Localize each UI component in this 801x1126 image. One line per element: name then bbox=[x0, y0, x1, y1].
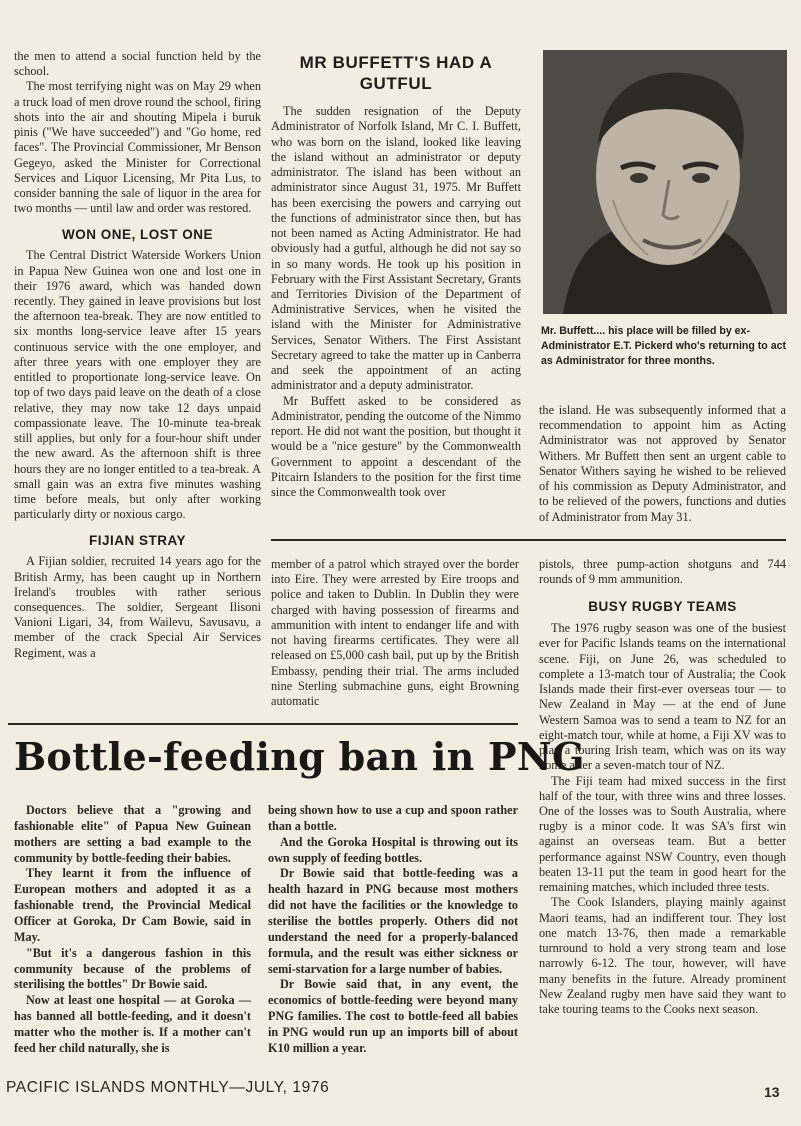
column-bottle-right bbox=[268, 803, 518, 1057]
section-heading-fijian-stray: FIJIAN STRAY bbox=[88, 532, 187, 548]
column-buffett-continued bbox=[539, 403, 786, 525]
paragraph: the men to attend a social function held by the school. bbox=[14, 49, 261, 79]
paragraph: The Fiji team had mixed success in the first half of the tour, with three wins and three losses. One of the losses was to South Australia, where rugby is a minor code. It was SA's first win against an overseas team. But a better performance against NSW Country, even though beaten 13-11 put the team in good heart for the remaining matches, which included three tests. bbox=[539, 773, 786, 895]
paragraph: "But it's a dangerous fashion in this community because of the problems of sterilising the bottles" Dr Bowie said. bbox=[14, 945, 251, 992]
paragraph: being shown how to use a cup and spoon rather than a bottle. bbox=[268, 803, 518, 833]
paragraph: And the Goroka Hospital is throwing out its own supply of feeding bottles. bbox=[268, 834, 518, 865]
column-left bbox=[14, 49, 261, 661]
article-title-buffett: MR BUFFETT'S HAD A GUTFUL bbox=[299, 53, 493, 94]
paragraph: The Cook Islanders, playing mainly against Maori teams, had an indifferent tour. They lost one match 13-76, then made a remarkable turnround to hold a very strong team and lose narrowly 6-12. The tour, however, will have many benefits in the future. Already prominent New Zealand rugby men have said they want to take touring teams to the Cooks next season. bbox=[539, 895, 786, 1017]
section-heading-won-one: WON ONE, LOST ONE bbox=[61, 226, 213, 242]
headline-bottle-feeding: Bottle-feeding ban in PNG bbox=[14, 734, 585, 779]
paragraph: The 1976 rugby season was one of the busiest ever for Pacific Islands teams on the international scene. Fiji, on June 26, was scheduled to complete a 13-match tour of Australia; the Cook Islands made their first-ever overseas tour — to New Zealand in May — at the end of June Western Samoa was to send a team to NZ for an eight-match tour, while at home, a Fiji XV was to play a touring Irish team, which was on its way home after a seven-match tour of NZ. bbox=[539, 621, 786, 773]
portrait-photo bbox=[543, 50, 787, 314]
paragraph: The most terrifying night was on May 29 when a truck load of men drove round the school, firing shots into the air and shouting Mipela i buruk pinis ("We have succeeded") and "Go home, red faces". The Provincial Commissioner, Mr Benson Gegeyo, asked the Minister for Correctional Services and Liquor Licensing, Mr Pita Lus, to consider banning the sale of liquor in the area for two months — until law and order was restored. bbox=[14, 79, 261, 216]
portrait-image bbox=[543, 50, 787, 314]
column-buffett bbox=[271, 52, 521, 500]
paragraph: Now at least one hospital — at Goroka — has banned all bottle-feeding, and it doesn't matter who the mother is. If a mother can't feed her child naturally, she is bbox=[14, 993, 251, 1055]
paragraph: Dr Bowie said that, in any event, the economics of bottle-feeding were beyond many PNG families. The cost to bottle-feed all babies in PNG would run up an imports bill of about K10 million a year. bbox=[268, 977, 518, 1055]
column-rugby bbox=[539, 557, 786, 1017]
photo-caption: Mr. Buffett.... his place will be filled by ex-Administrator E.T. Pickerd who's returning to act as Administrator for three months. bbox=[541, 325, 787, 368]
paragraph: They learnt it from the influence of European mothers and adopted it as a fashionable trend, the Provincial Medical Officer at Goroka, Dr Cam Bowie, said in May. bbox=[14, 866, 251, 944]
divider-rule bbox=[271, 539, 786, 541]
page-number: 13 bbox=[764, 1084, 780, 1100]
column-fijian-continued bbox=[271, 557, 519, 709]
publication-footer: PACIFIC ISLANDS MONTHLY—JULY, 1976 bbox=[6, 1079, 330, 1096]
section-heading-busy-rugby: BUSY RUGBY TEAMS bbox=[588, 599, 737, 615]
paragraph: member of a patrol which strayed over the border into Eire. They were arrested by Eire troops and police and taken to Dublin. In Dublin they were charged with having possession of firearms and ammunition with intent to endanger life and with not having firearms certificates. They were all released on £5,000 cash bail, put up by the British Embassy, pending their trial. The arms included nine Sterling submachine guns, eight Browning automatic bbox=[271, 557, 519, 709]
paragraph: A Fijian soldier, recruited 14 years ago for the British Army, has been caught up in Northern Ireland's troubles with rather serious consequences. The soldier, Sergeant Ilisoni Vanioni Ligari, 34, from Wailevu, Savusavu, a member of the crack Special Air Services Regiment, was a bbox=[14, 554, 261, 660]
paragraph: Doctors believe that a "growing and fashionable elite" of Papua New Guinean mothers are setting a bad example to the community by bottle-feeding their babies. bbox=[14, 803, 251, 865]
paragraph: Mr Buffett asked to be considered as Administrator, pending the outcome of the Nimmo report. He did not want the position, but thought it would be a "nice gesture" by the Commonwealth Government to appoint a descendant of the Pitcairn Islanders to the position for the first time since the Commonwealth took over bbox=[271, 393, 521, 500]
paragraph: The Central District Waterside Workers Union in Papua New Guinea won one and lost one in their 1976 award, which was handed down recently. They gained in leave provisions but lost the afternoon tea-break. They are now entitled to six months long-service leave after 15 years continuous service with the one employer, and after three years with one employer they are entitled to proportionate long-service leave. On top of two days paid leave on the death of a close relative, they may now take 12 days unpaid compassionate leave. The 10-minute tea-break still applies, but only for a four-hour shift under the new award. As the afternoon shift is three hours they are no longer entitled to a tea-break. A small gain was an extra five minutes washing time before meals, but only after working particularly dirty or noxious cargo. bbox=[14, 248, 261, 522]
paragraph: Dr Bowie said that bottle-feeding was a health hazard in PNG because most mothers did not have the facilities or the knowledge to sterilise the bottles properly. Others did not understand the need for a properly-balanced formula, and the result was either sickness or semi-starvation for a large number of babies. bbox=[268, 866, 518, 976]
paragraph: The sudden resignation of the Deputy Administrator of Norfolk Island, Mr C. I. Buffett, who was born on the island, looked like leaving the island without an administrator or deputy administrator. The island has been without an administrator since August 31, 1975. Mr Buffett has been exercising the powers and carrying out the functions of administrator since then, but has not been named as Acting Administrator. He had obviously had a gutful, although he did not say so in so many words. He took up his position in February with the First Assistant Secretary, Grants and Territories Division of the Department of Administrative Services, when he visited the island with the Minister for Administrative Services, Senator Withers. The First Assistant Secretary agreed to take the matter up in Canberra and seek the appointment of an acting administrator and a deputy administrator. bbox=[271, 104, 521, 393]
paragraph: pistols, three pump-action shotguns and 744 rounds of 9 mm ammunition. bbox=[539, 557, 786, 587]
column-bottle-left bbox=[14, 803, 251, 1057]
divider-rule bbox=[8, 723, 518, 725]
paragraph: the island. He was subsequently informed that a recommendation to appoint him as Acting Administrator was not approved by Senator Withers. Mr Buffett then sent an urgent cable to Senator Withers saying he wished to be relieved of his commission as Deputy Administrator, and to be relieved of the powers, functions and duties of Administrator from May 31. bbox=[539, 403, 786, 524]
